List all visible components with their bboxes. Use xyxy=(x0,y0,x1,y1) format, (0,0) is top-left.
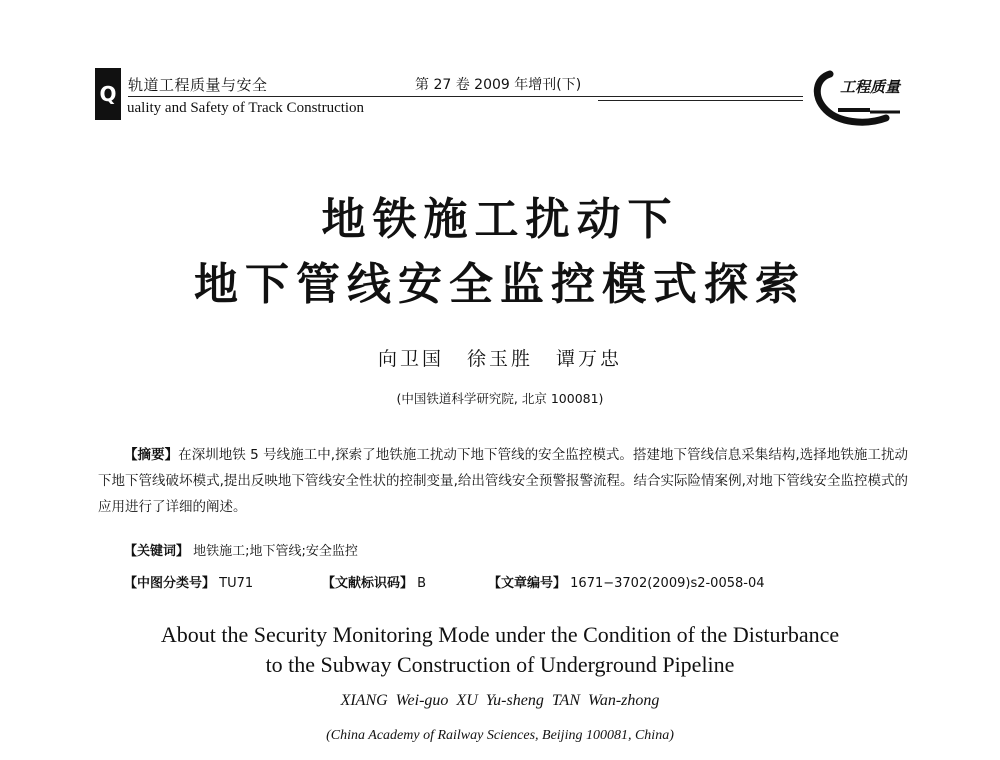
title-en-line2: to the Subway Construction of Underground Pipeline xyxy=(265,652,735,677)
clc-value: TU71 xyxy=(219,576,254,591)
article-no-label: 【文章编号】 xyxy=(488,576,567,591)
header-rule-lower xyxy=(598,100,803,101)
title-cn-line2: 地下管线安全监控模式探索 xyxy=(194,259,806,310)
issue-info: 第 27 卷 2009 年增刊(下) xyxy=(415,77,582,93)
abstract xyxy=(98,442,908,520)
document-code xyxy=(322,572,426,591)
authors-cn: 向卫国 徐玉胜 谭万忠 xyxy=(377,348,623,370)
header-rule xyxy=(128,96,803,97)
journal-logo xyxy=(808,68,906,130)
affiliation-cn: (中国铁道科学研究院, 北京 100081) xyxy=(396,391,604,406)
article-number xyxy=(488,572,765,591)
keywords-label: 【关键词】 xyxy=(124,544,190,559)
keywords xyxy=(124,540,358,559)
title-cn-line1: 地铁施工扰动下 xyxy=(321,194,679,245)
abstract-text: 在深圳地铁 5 号线施工中,探索了地铁施工扰动下地下管线的安全监控模式。搭建地下管线信息采集结构,选择地铁施工扰动下地下管线破坏模式,提出反映地下管线安全性状的控制变量,给出管线安全预警报警流程。结合实际险情案例,对地下管线安全监控模式的应用进行了详细的阐述。 xyxy=(98,447,908,515)
clc-label: 【中图分类号】 xyxy=(124,576,216,591)
doc-code-label: 【文献标识码】 xyxy=(322,576,414,591)
title-en-line1: About the Security Monitoring Mode under the Condition of the Disturbance xyxy=(160,622,840,647)
abstract-label: 【摘要】 xyxy=(124,447,179,463)
clc-number xyxy=(124,572,253,591)
article-no-value: 1671−3702(2009)s2-0058-04 xyxy=(570,576,765,591)
keywords-text: 地铁施工;地下管线;安全监控 xyxy=(193,544,358,559)
doc-code-value: B xyxy=(417,576,427,591)
affiliation-en: (China Academy of Railway Sciences, Beijing 100081, China) xyxy=(326,728,674,743)
journal-name-cn: 轨道工程质量与安全 xyxy=(128,76,268,94)
journal-name-en: uality and Safety of Track Construction xyxy=(127,100,365,116)
authors-en: XIANG Wei-guo XU Yu-sheng TAN Wan-zhong xyxy=(340,692,660,709)
logo-text: 工程质量 xyxy=(840,78,901,96)
journal-badge: Q xyxy=(95,68,121,120)
